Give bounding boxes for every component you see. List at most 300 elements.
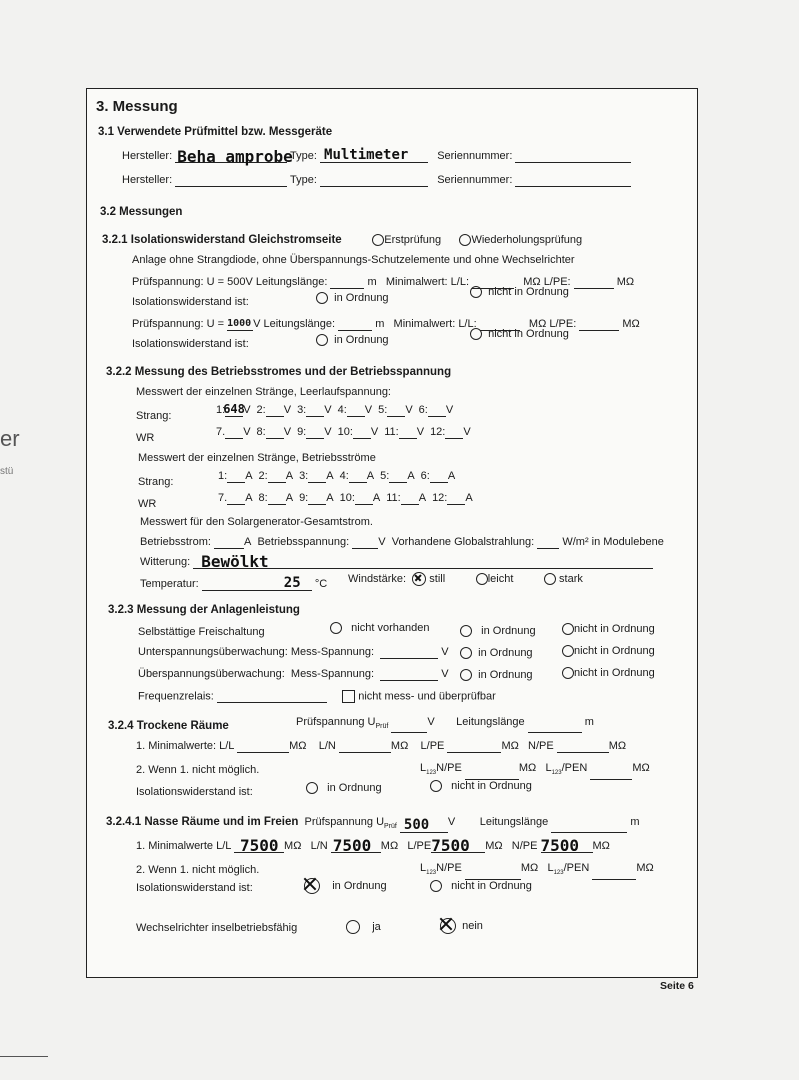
- pruefu-field-3-2-4-1[interactable]: [400, 817, 448, 834]
- nmess-label: nicht mess- und überprüfbar: [358, 690, 496, 703]
- measure-index: 12:: [430, 426, 446, 438]
- pruefu-label: Prüfspannung U: [296, 716, 376, 728]
- unit-mohm: MΩ: [622, 318, 640, 330]
- freq-checkbox[interactable]: [342, 690, 355, 703]
- lpe-field-3-2-4[interactable]: [447, 740, 501, 753]
- minimalwert-label: Minimalwert: L/L:: [385, 276, 470, 288]
- hersteller-field-1[interactable]: [175, 147, 293, 166]
- iso-io-radio-3-2-4-1-checked[interactable]: [304, 878, 320, 894]
- wind-leicht-radio[interactable]: [476, 573, 488, 585]
- section-3-2-3-title: 3.2.3 Messung der Anlagenleistung: [108, 604, 300, 616]
- section-3-2-4-1-title: 3.2.4.1 Nasse Räume und im Freien: [106, 816, 299, 828]
- measure-cell: [297, 426, 332, 438]
- measure-unit: A: [326, 492, 334, 504]
- pruef-sub: Prüf: [375, 723, 389, 731]
- iso-io-radio-1[interactable]: [316, 292, 328, 304]
- measure-cell: [380, 470, 415, 482]
- measure-index: 7.: [218, 492, 228, 504]
- pruefu-label: Prüfspannung U: [304, 816, 385, 828]
- unit-mohm: MΩ: [390, 740, 409, 752]
- nein-label: nein: [462, 919, 483, 932]
- measure-field[interactable]: [399, 426, 417, 439]
- pen-label: /PEN: [563, 862, 590, 874]
- l123pen-field-3-2-4-1[interactable]: [592, 867, 636, 880]
- pruefspannung-field-2[interactable]: [227, 318, 253, 331]
- windstaerke-row: [348, 572, 583, 586]
- measure-unit: V: [324, 404, 332, 416]
- measure-field[interactable]: [445, 426, 463, 439]
- measure-field[interactable]: [225, 426, 243, 439]
- measure-cell: [432, 492, 473, 504]
- measure-unit: A: [285, 470, 294, 482]
- measure-index: 11:: [386, 492, 401, 504]
- temperatur-value: 25: [283, 575, 301, 591]
- measure-field[interactable]: [353, 426, 371, 439]
- iso-label-2: Isolationswiderstand ist:: [132, 338, 249, 350]
- iso-nio-radio-2[interactable]: [470, 328, 482, 340]
- npe2-label: N/PE: [436, 862, 462, 874]
- unter-row: [138, 646, 449, 659]
- measure-field[interactable]: [225, 404, 243, 417]
- iso-label-3-2-4: Isolationswiderstand ist:: [136, 786, 253, 798]
- measure-index: 8:: [258, 492, 268, 504]
- measure-unit: A: [418, 492, 427, 504]
- l-label: L: [545, 762, 552, 774]
- witterung-label: Witterung:: [140, 556, 191, 568]
- serien-field-2[interactable]: [515, 174, 631, 187]
- measure-cell: [430, 426, 471, 438]
- measure-unit: A: [245, 470, 253, 482]
- mess-label: Mess-Spannung:: [290, 668, 375, 680]
- measure-field[interactable]: [428, 404, 446, 417]
- still-label: still: [429, 572, 446, 585]
- ln-label: L/N: [318, 740, 336, 752]
- section-3-2-2-title: 3.2.2 Messung des Betriebsstromes und der Betriebsspannung: [106, 366, 452, 378]
- measure-unit: A: [447, 470, 456, 482]
- unit-m: m: [375, 318, 385, 330]
- measure-cell: [299, 492, 334, 504]
- npe-field-3-2-4[interactable]: [557, 740, 609, 753]
- betriebsstrom-label: Messwert der einzelnen Stränge, Betriebsströme: [138, 452, 376, 464]
- wind-still-radio[interactable]: [412, 572, 426, 586]
- measure-index: 2:: [256, 404, 266, 416]
- unter-mess-field[interactable]: [380, 646, 438, 659]
- iso-io-option-3-2-4: [306, 782, 382, 795]
- ja-label: ja: [372, 920, 381, 933]
- bspann-label: Betriebsspannung:: [257, 536, 350, 548]
- bstrom-field[interactable]: [214, 536, 244, 549]
- measure-cell: [218, 470, 253, 482]
- ueber-row: [138, 668, 449, 681]
- bstrom-label: Betriebsstrom:: [140, 536, 211, 548]
- measure-unit: V: [416, 426, 425, 438]
- iso-nio-option-2: [470, 328, 569, 341]
- ll-field-3-2-4-1[interactable]: [234, 836, 284, 855]
- selbst-nio-radio[interactable]: [562, 623, 574, 635]
- hersteller-value: Beha amprobe: [177, 147, 293, 166]
- iso-nio-radio-3-2-4-1[interactable]: [430, 880, 442, 892]
- hersteller-row-2: [122, 174, 631, 187]
- freq-field[interactable]: [217, 690, 327, 703]
- min1-label: 1. Minimalwerte L/L: [136, 840, 231, 852]
- measure-unit: V: [405, 404, 413, 416]
- ja-option: [346, 920, 381, 934]
- measure-field[interactable]: [227, 470, 245, 483]
- sub-123: 123: [551, 770, 562, 777]
- hersteller-label: Hersteller:: [122, 150, 173, 162]
- wr-label-2: WR: [138, 498, 157, 510]
- wr-label-1: WR: [136, 432, 155, 444]
- unit-v: V: [441, 668, 449, 680]
- selbst-label: Selbstättige Freischaltung: [138, 626, 265, 638]
- iso-io-option-2: [316, 334, 389, 347]
- measure-field[interactable]: [347, 404, 365, 417]
- measure-unit: A: [372, 492, 381, 504]
- unit-mohm: MΩ: [289, 740, 307, 752]
- pruefu-value-3-2-4-1: 500: [403, 817, 430, 834]
- iso-io-option-1: [316, 292, 389, 305]
- nv-label: nicht vorhanden: [351, 622, 430, 634]
- unit-mohm: MΩ: [380, 840, 399, 852]
- measure-unit: A: [366, 470, 375, 482]
- wind-stark-radio[interactable]: [544, 573, 556, 585]
- measure-index: 4:: [337, 404, 347, 416]
- scan-artifact-line: [0, 1056, 48, 1057]
- unit-celsius: °C: [314, 578, 328, 590]
- measure-field[interactable]: [389, 470, 407, 483]
- npe2-label: N/PE: [436, 762, 462, 774]
- measure-unit: V: [283, 404, 292, 416]
- measure-field[interactable]: [430, 470, 448, 483]
- leit-field-3-2-4-1[interactable]: [551, 820, 627, 833]
- measure-cell: [340, 492, 381, 504]
- measure-field[interactable]: [387, 404, 405, 417]
- temperatur-row: [140, 575, 328, 591]
- bspann-field[interactable]: [352, 536, 378, 549]
- section-title: 3. Messung: [96, 98, 178, 115]
- measure-cell: [257, 426, 292, 438]
- io-label: in Ordnung: [332, 879, 387, 892]
- wechselrichter-label: Wechselrichter inselbetriebsfähig: [136, 922, 298, 934]
- freq-row: [138, 690, 496, 703]
- measure-cell: [421, 470, 456, 482]
- io-column-3-2-3: [460, 620, 536, 686]
- measure-unit: A: [245, 492, 253, 504]
- measure-cell: [419, 404, 454, 416]
- measure-field[interactable]: [268, 492, 286, 505]
- hersteller-row-1: [122, 147, 631, 166]
- measure-index: 9:: [299, 492, 309, 504]
- l123npe-field-3-2-4[interactable]: [465, 767, 519, 780]
- pruef-sub: Prüf: [384, 823, 397, 831]
- ueber-mess-field[interactable]: [380, 668, 438, 681]
- measure-cell: [297, 404, 332, 416]
- type-value: Multimeter: [324, 147, 409, 163]
- unit-v: V: [427, 716, 435, 728]
- measure-field[interactable]: [447, 492, 465, 505]
- measure-index: 3:: [299, 470, 309, 482]
- strang-voltage-row: [216, 404, 459, 417]
- nio-label: nicht in Ordnung: [574, 645, 655, 657]
- ll-field-3-2-4[interactable]: [237, 740, 289, 753]
- strang-current-row: [218, 470, 461, 483]
- l-label: L: [547, 862, 554, 874]
- measure-cell: [338, 426, 379, 438]
- sub-123: 123: [426, 870, 437, 877]
- section-3-2-4-1-header: [106, 816, 640, 833]
- nio-label: nicht in Ordnung: [574, 667, 655, 679]
- minimal-lpe-field-1[interactable]: [574, 276, 614, 289]
- measure-unit: A: [407, 470, 415, 482]
- measure-field[interactable]: [308, 492, 326, 505]
- pen-label: /PEN: [561, 762, 588, 774]
- measure-cell: [386, 492, 426, 504]
- type-label: Type:: [290, 150, 317, 162]
- type-field-1[interactable]: [320, 147, 428, 163]
- strang-label-2: Strang:: [138, 476, 174, 488]
- leit-field-3-2-4[interactable]: [528, 720, 582, 733]
- measure-unit: V: [243, 426, 251, 438]
- global-label: Vorhandene Globalstrahlung:: [391, 536, 535, 548]
- min1-label: 1. Minimalwerte: L/L: [136, 740, 235, 752]
- wiederholung-label: Wiederholungsprüfung: [471, 234, 583, 246]
- npe-field-3-2-4-1[interactable]: [540, 836, 593, 855]
- measure-field[interactable]: [401, 492, 419, 505]
- witterung-field[interactable]: [193, 552, 653, 571]
- ueber-nio-radio[interactable]: [562, 667, 574, 679]
- section-3-2-4-title: 3.2.4 Trockene Räume: [108, 720, 229, 732]
- nio-label: nicht in Ordnung: [488, 328, 569, 340]
- measure-index: 1:: [218, 470, 228, 482]
- iso-io-radio-2[interactable]: [316, 334, 328, 346]
- unit-a: A: [243, 536, 252, 548]
- unit-mohm: MΩ: [608, 740, 627, 752]
- nio-label: nicht in Ordnung: [451, 880, 532, 892]
- minimal-lpe-field-2[interactable]: [579, 318, 619, 331]
- measure-index: 6:: [418, 404, 428, 416]
- unit-mohm: MΩ: [616, 276, 635, 288]
- strang-label-1: Strang:: [136, 410, 172, 422]
- iso-nio-radio-1[interactable]: [470, 286, 482, 298]
- unit-mohm-lpe: MΩ L/PE:: [528, 318, 577, 330]
- iso-io-option-3-2-4-1: [304, 878, 387, 894]
- iso-io-radio-3-2-4[interactable]: [306, 782, 318, 794]
- measure-field[interactable]: [349, 470, 367, 483]
- minimalwerte-row-3-2-4: [136, 740, 626, 753]
- unit-mohm: MΩ: [485, 840, 503, 852]
- wenn-label-3-2-4: 2. Wenn 1. nicht möglich.: [136, 764, 260, 776]
- measure-index: 4:: [339, 470, 349, 482]
- temperatur-label: Temperatur:: [140, 578, 199, 590]
- wenn-label-3-2-4-1: 2. Wenn 1. nicht möglich.: [136, 864, 260, 876]
- form-page: [86, 88, 700, 992]
- measure-unit: A: [465, 492, 473, 504]
- erstpruefung-label: Erstprüfung: [384, 234, 442, 246]
- unit-m: m: [367, 276, 377, 288]
- leitungslaenge-label-2: V Leitungslänge:: [253, 318, 336, 330]
- measure-unit: A: [326, 470, 334, 482]
- iso-nio-radio-3-2-4[interactable]: [430, 780, 442, 792]
- section-3-1-title: 3.1 Verwendete Prüfmittel bzw. Messgeräte: [98, 126, 333, 138]
- measure-cell: [216, 404, 251, 416]
- unter-io-radio[interactable]: [460, 647, 472, 659]
- measure-cell: [340, 470, 375, 482]
- freq-label: Frequenzrelais:: [138, 690, 214, 703]
- io-label: in Ordnung: [478, 669, 533, 681]
- serien-field-1[interactable]: [515, 150, 631, 163]
- nv-option: [330, 622, 429, 635]
- type-field-2[interactable]: [320, 174, 428, 187]
- serien-label: Seriennummer:: [437, 174, 513, 186]
- unit-wm2: W/m² in Modulebene: [562, 536, 664, 548]
- leit-label: Leitungslänge: [479, 816, 549, 828]
- measure-cell: [257, 404, 292, 416]
- unit-mohm: MΩ: [636, 862, 654, 874]
- npe-label: N/PE: [528, 740, 554, 752]
- page-number: Seite 6: [660, 980, 694, 992]
- leerlauf-label: Messwert der einzelnen Stränge, Leerlaufspannung:: [136, 386, 391, 398]
- nio-label: nicht in Ordnung: [574, 623, 655, 635]
- iso-label-1: Isolationswiderstand ist:: [132, 296, 249, 308]
- ln-field-3-2-4[interactable]: [339, 740, 391, 753]
- wind-label: Windstärke:: [348, 572, 407, 585]
- measure-unit: V: [324, 426, 332, 438]
- erstpruefung-radio[interactable]: [372, 234, 384, 246]
- unit-v: V: [447, 816, 456, 828]
- measure-cell: [218, 492, 253, 504]
- ln-field-3-2-4-1[interactable]: [331, 836, 381, 855]
- lpe-label: L/PE: [407, 840, 432, 852]
- io-label: in Ordnung: [478, 647, 533, 659]
- io-label: in Ordnung: [334, 334, 389, 346]
- l123-row-3-2-4: [420, 762, 650, 780]
- lpe-label: L/PE: [420, 740, 445, 752]
- ln-value: 7500: [332, 836, 372, 855]
- side-fragment-2: stü: [0, 466, 14, 477]
- pruefspannung-label: Prüfspannung: U = 500V Leitungslänge:: [132, 276, 328, 288]
- lpe-field-3-2-4-1[interactable]: [431, 836, 485, 855]
- pruefspannung-label-2: Prüfspannung: U =: [132, 318, 225, 330]
- pruefspannung-value-2: 1000: [227, 318, 252, 329]
- iso-nio-option-3-2-4-1: [430, 880, 532, 893]
- l-label: L: [420, 862, 427, 874]
- measure-field[interactable]: [266, 426, 284, 439]
- io-label: in Ordnung: [334, 292, 389, 304]
- measure-value: 648: [223, 402, 245, 416]
- l123pen-field-3-2-4[interactable]: [590, 767, 632, 780]
- ln-label: L/N: [310, 840, 328, 852]
- iso-nio-option-1: [470, 286, 569, 299]
- l123-row-3-2-4-1: [420, 862, 654, 880]
- measure-index: 3:: [297, 404, 307, 416]
- measure-field[interactable]: [266, 404, 284, 417]
- hersteller-field-2[interactable]: [175, 174, 287, 187]
- measure-field[interactable]: [355, 492, 373, 505]
- wiederholung-radio[interactable]: [459, 234, 471, 246]
- unit-mohm: MΩ: [520, 862, 539, 874]
- measure-cell: [259, 470, 294, 482]
- minimalwert-label: Minimalwert: L/L:: [393, 318, 477, 330]
- sub-123: 123: [553, 870, 564, 877]
- stark-label: stark: [559, 572, 583, 585]
- serien-label: Seriennummer:: [437, 150, 513, 162]
- measure-index: 8:: [256, 426, 266, 438]
- measure-field[interactable]: [308, 470, 326, 483]
- measure-index: 10:: [337, 426, 353, 438]
- temperatur-field[interactable]: [202, 575, 312, 591]
- unit-v: V: [378, 536, 386, 548]
- hersteller-label: Hersteller:: [122, 174, 173, 186]
- l123npe-field-3-2-4-1[interactable]: [465, 867, 521, 880]
- iso-label-3-2-4-1: Isolationswiderstand ist:: [136, 882, 253, 894]
- measure-index: 7.: [216, 426, 226, 438]
- sub-123: 123: [426, 770, 437, 777]
- measure-index: 6:: [420, 470, 430, 482]
- measure-unit: V: [370, 426, 379, 438]
- leit-label: Leitungslänge: [456, 716, 525, 728]
- ueber-io-radio[interactable]: [460, 669, 472, 681]
- witterung-row: [140, 552, 653, 571]
- nv-radio[interactable]: [330, 622, 342, 634]
- nio-label: nicht in Ordnung: [451, 780, 532, 792]
- measure-index: 5:: [378, 404, 388, 416]
- measure-field[interactable]: [227, 492, 245, 505]
- global-field[interactable]: [537, 536, 559, 549]
- section-3-2-title: 3.2 Messungen: [100, 206, 183, 218]
- ja-radio[interactable]: [346, 920, 360, 934]
- ueber-label: Überspannungsüberwachung:: [138, 668, 285, 680]
- measure-unit: V: [463, 426, 471, 438]
- measure-cell: [384, 426, 424, 438]
- leitungslaenge-field-2[interactable]: [338, 318, 372, 331]
- io-label: in Ordnung: [481, 625, 536, 637]
- unit-mohm: MΩ: [592, 840, 610, 852]
- unit-mohm: MΩ: [501, 740, 519, 752]
- betrieb-row: [140, 536, 664, 549]
- pruefu-field-3-2-4[interactable]: [391, 720, 427, 733]
- measure-unit: V: [243, 404, 251, 416]
- unter-label: Unterspannungsüberwachung:: [138, 646, 288, 658]
- nein-radio-checked[interactable]: [440, 918, 456, 934]
- measure-cell: [299, 470, 334, 482]
- selbst-io-radio[interactable]: [460, 625, 472, 637]
- measure-index: 12:: [432, 492, 448, 504]
- wr-voltage-row: [216, 426, 477, 439]
- measure-cell: [216, 426, 251, 438]
- leitungslaenge-field-1[interactable]: [330, 276, 364, 289]
- unter-nio-radio[interactable]: [562, 645, 574, 657]
- section-3-2-1-title: 3.2.1 Isolationswiderstand Gleichstromseite: [102, 234, 342, 246]
- wr-current-row: [218, 492, 479, 505]
- section-3-2-1-header: [102, 234, 582, 247]
- measure-field[interactable]: [268, 470, 286, 483]
- measure-unit: A: [285, 492, 294, 504]
- measure-unit: V: [283, 426, 292, 438]
- nein-option: [440, 918, 483, 934]
- measure-index: 11:: [384, 426, 399, 438]
- npe-label: N/PE: [511, 840, 538, 852]
- unit-mohm: MΩ: [632, 762, 650, 774]
- measure-field[interactable]: [306, 426, 324, 439]
- measure-index: 2:: [258, 470, 268, 482]
- mess-label: Mess-Spannung:: [290, 646, 375, 658]
- measure-field[interactable]: [306, 404, 324, 417]
- measure-unit: V: [445, 404, 454, 416]
- nio-column-3-2-3: [562, 618, 655, 684]
- measure-index: 9:: [297, 426, 307, 438]
- anlage-note: Anlage ohne Strangdiode, ohne Überspannungs-Schutzelemente und ohne Wechselrichter: [132, 254, 575, 266]
- unit-mohm-lpe: MΩ L/PE:: [523, 276, 571, 288]
